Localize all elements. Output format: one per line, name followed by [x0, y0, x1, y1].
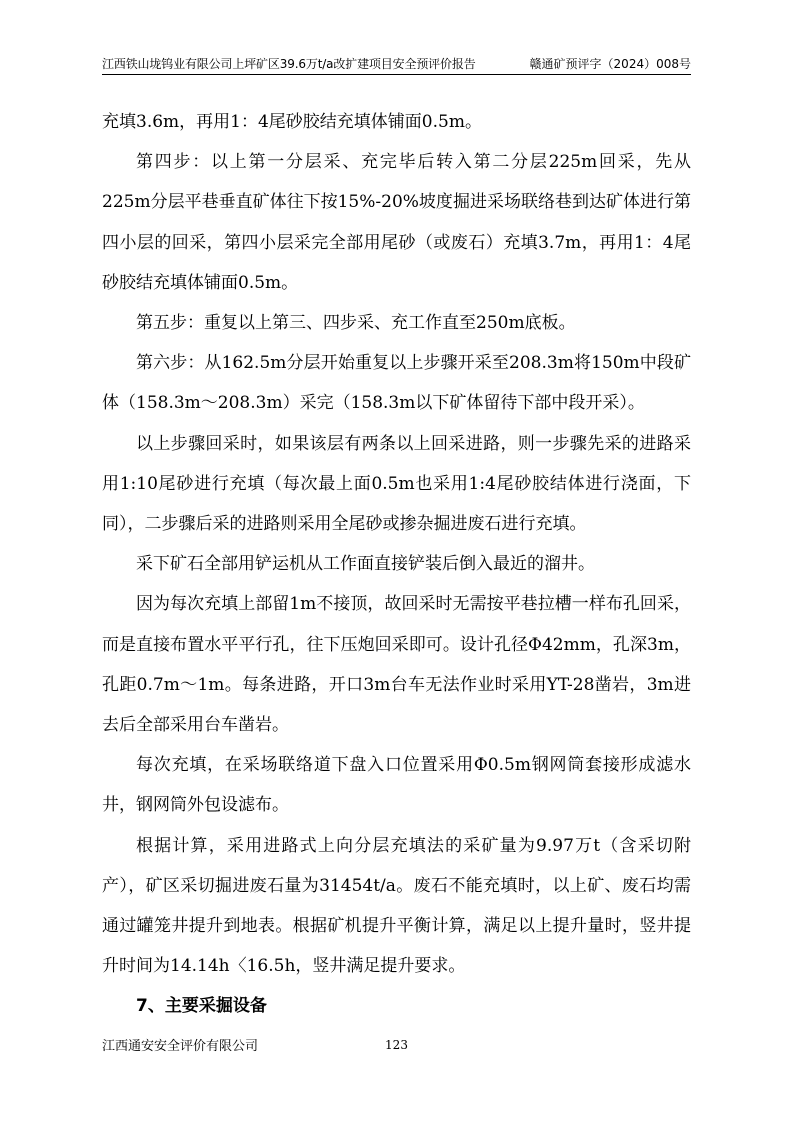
paragraph-step-five: 第五步：重复以上第三、四步采、充工作直至250m底板。 — [136, 313, 576, 334]
paragraph-ore-loading: 采下矿石全部用铲运机从工作面直接铲装后倒入最近的溜井。 — [136, 554, 595, 575]
header-rule — [102, 74, 691, 75]
document-body — [102, 102, 691, 1027]
page-number: 123 — [385, 1038, 408, 1052]
report-number: 赣通矿预评字（2024）008号 — [529, 57, 691, 71]
paragraph-backfill-method: 以上步骤回采时，如果该层有两条以上回采进路，则一步骤先采的进路采用1:10尾砂进行充填（每次最上面0.5m也采用1:4尾砂胶结体进行浇面，下同），二步骤后采的进路则采用全尾砂或掺杂掘进废石进行充填。 — [102, 433, 691, 535]
section-heading: 7、主要采掘设备 — [136, 996, 267, 1017]
report-title: 江西铁山垅钨业有限公司上坪矿区39.6万t/a改扩建项目安全预评价报告 — [102, 57, 476, 71]
paragraph-calculation: 根据计算，采用进路式上向分层充填法的采矿量为9.97万t（含采切附产），矿区采切掘进废石量为31454t/a。废石不能充填时，以上矿、废石均需通过罐笼井提升到地表。根据矿机提升平衡计算，满足以上提升量时，竖井提升时间为14.14h〈16.5h，竖井满足提升要求。 — [102, 835, 691, 977]
paragraph-step-six: 第六步：从162.5m分层开始重复以上步骤开采至208.3m将150m中段矿体（158.3m～208.3m）采完（158.3m以下矿体留待下部中段开采）。 — [102, 353, 691, 414]
paragraph-drainage-well: 每次充填，在采场联络道下盘入口位置采用Φ0.5m钢网筒套接形成滤水井，钢网筒外包设滤布。 — [102, 755, 691, 816]
paragraph-drilling: 因为每次充填上部留1m不接顶，故回采时无需按平巷拉槽一样布孔回采，而是直接布置水平平行孔，往下压炮回采即可。设计孔径Φ42mm，孔深3m，孔距0.7m～1m。每条进路，开口3m台车无法作业时采用YT-28凿岩，3m进去后全部采用台车凿岩。 — [102, 594, 691, 736]
paragraph-continuation: 充填3.6m，再用1：4尾砂胶结充填体铺面0.5m。 — [102, 112, 482, 132]
footer-company: 江西通安安全评价有限公司 — [102, 1039, 259, 1054]
paragraph-step-four: 第四步：以上第一分层采、充完毕后转入第二分层225m回采，先从225m分层平巷垂直矿体往下按15%-20%坡度掘进采场联络巷到达矿体进行第四小层的回采，第四小层采完全部用尾砂（或废石）充填3.7m，再用1：4尾砂胶结充填体铺面0.5m。 — [102, 152, 691, 293]
